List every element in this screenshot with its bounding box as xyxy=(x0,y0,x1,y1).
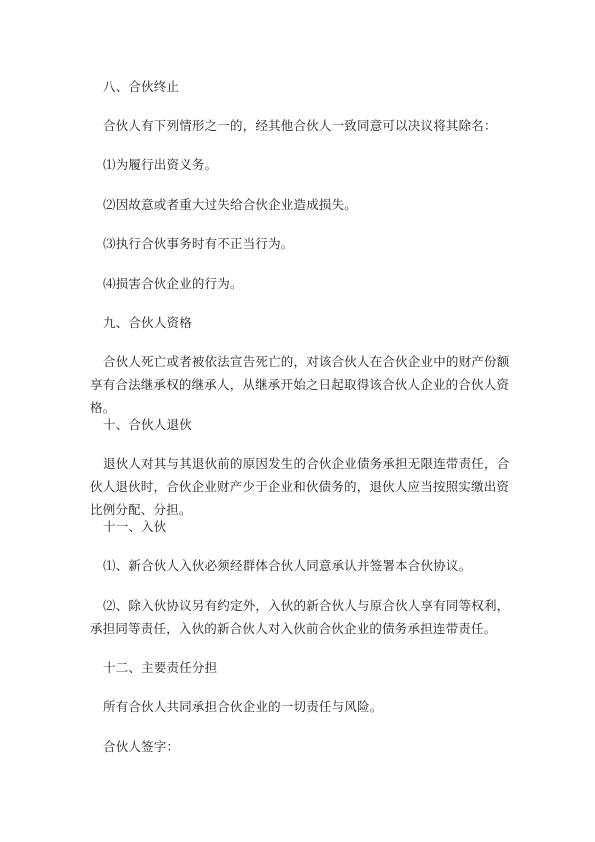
list-item: ⑵、除入伙协议另有约定外，入伙的新合伙人与原合伙人享有同等权利，承担同等责任，入伙的新合伙人对入伙前合伙企业的债务承担连带责任。 xyxy=(90,598,510,636)
section-heading-partner-qualification: 九、合伙人资格 xyxy=(103,315,192,330)
partner-qualification-paragraph: 合伙人死亡或者被依法宣告死亡的，对该合伙人在合伙企业中的财产份额享有合法继承权的继承人，从继承开始之日起取得该合伙人企业的合伙人资格。 xyxy=(90,354,510,415)
list-item: ⑶执行合伙事务时有不正当行为。 xyxy=(103,236,294,251)
list-item: ⑵因故意或者重大过失给合伙企业造成损失。 xyxy=(103,197,358,212)
partner-withdrawal-paragraph: 退伙人对其与其退伙前的原因发生的合伙企业债务承担无限连带责任，合伙人退伙时，合伙企业财产少于企业和伙债务的，退伙人应当按照实缴出资比例分配、分担。 xyxy=(90,456,510,517)
expulsion-intro-paragraph: 合伙人有下列情形之一的，经其他合伙人一致同意可以决议将其除名： xyxy=(103,118,497,133)
responsibility-paragraph: 所有合伙人共同承担合伙企业的一切责任与风险。 xyxy=(103,699,383,714)
list-item: ⑴为履行出资义务。 xyxy=(103,157,218,172)
signature-label: 合伙人签字： xyxy=(103,739,180,754)
list-item: ⑴、新合伙人入伙必须经群体合伙人同意承认并签署本合伙协议。 xyxy=(103,558,472,573)
section-heading-partner-withdrawal: 十、合伙人退伙 xyxy=(103,417,192,432)
section-heading-responsibility: 十二、主要责任分担 xyxy=(103,660,218,675)
list-item: ⑷损害合伙企业的行为。 xyxy=(103,276,243,291)
section-heading-admission: 十一、入伙 xyxy=(103,519,167,534)
section-heading-partnership-termination: 八、合伙终止 xyxy=(103,79,180,94)
